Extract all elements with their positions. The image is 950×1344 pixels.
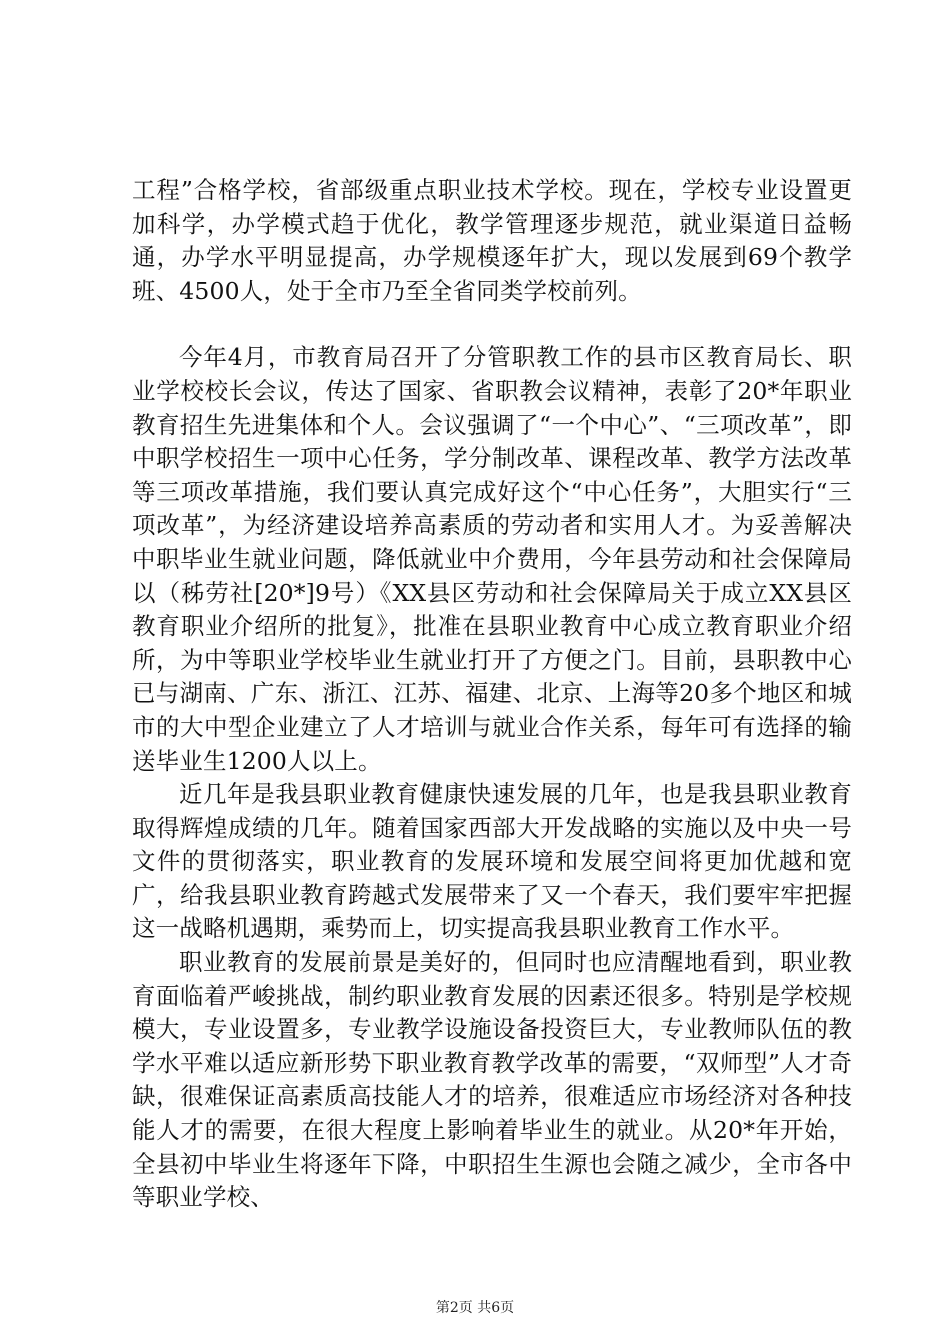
page-footer: 第2页 共6页 [435, 1300, 515, 1316]
paragraph: 职业教育的发展前景是美好的，但同时也应清醒地看到，职业教育面临着严峻挑战，制约职业教育发展的因素还很多。特别是学校规模大，专业设置多，专业教学设施设备投资巨大，专业教师队伍的教学水平难以适应新形势下职业教育教学改革的需要，“双师型”人才奇缺，很难保证高素质高技能人才的培养，很难适应市场经济对各种技能人才的需要，在很大程度上影响着毕业生的就业。从20*年开始，全县初中毕业生将逐年下降，中职招生生源也会随之减少，全市各中等职业学校、 [132, 948, 852, 1212]
document-body [132, 174, 852, 1215]
paragraph-continuation: 工程”合格学校，省部级重点职业技术学校。现在，学校专业设置更加科学，办学模式趋于优化，教学管理逐步规范，就业渠道日益畅通，办学水平明显提高，办学规模逐年扩大，现以发展到69个教学班、4500人，处于全市乃至全省同类学校前列。 [132, 176, 852, 305]
paragraph: 近几年是我县职业教育健康快速发展的几年，也是我县职业教育取得辉煌成绩的几年。随着国家西部大开发战略的实施以及中央一号文件的贯彻落实，职业教育的发展环境和发展空间将更加优越和宽广，给我县职业教育跨越式发展带来了又一个春天，我们要牢牢把握这一战略机遇期，乘势而上，切实提高我县职业教育工作水平。 [132, 780, 852, 943]
paragraph-spacer [132, 308, 852, 341]
paragraph: 今年4月，市教育局召开了分管职教工作的县市区教育局长、职业学校校长会议，传达了国家、省职教会议精神，表彰了20*年职业教育招生先进集体和个人。会议强调了“一个中心”、“三项改革”，即中职学校招生一项中心任务，学分制改革、课程改革、教学方法改革等三项改革措施，我们要认真完成好这个“中心任务”，大胆实行“三项改革”，为经济建设培养高素质的劳动者和实用人才。为妥善解决中职毕业生就业问题，降低就业中介费用，今年县劳动和社会保障局以（秭劳社[20*]9号）《XX县区劳动和社会保障局关于成立XX县区教育职业介绍所的批复》，批准在县职业教育中心成立教育职业介绍所，为中等职业学校毕业生就业打开了方便之门。目前，县职教中心已与湖南、广东、浙江、江苏、福建、北京、上海等20多个地区和城市的大中型企业建立了人才培训与就业合作关系，每年可有选择的输送毕业生1200人以上。 [132, 343, 852, 775]
